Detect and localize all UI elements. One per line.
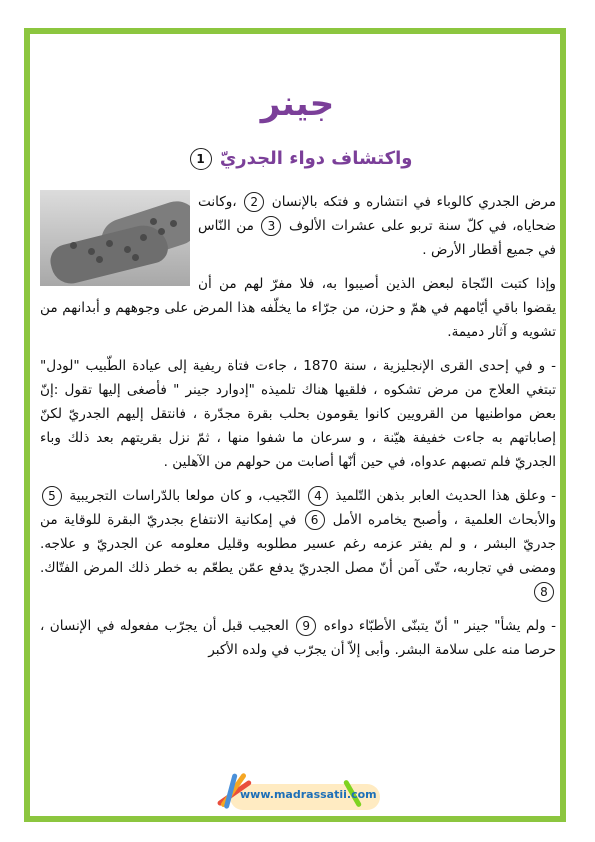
paragraph-1-part3: من النّاس في جميع أقطار الأرض . (198, 218, 556, 258)
footnote-marker: 5 (42, 486, 62, 506)
footnote-marker: 4 (308, 486, 328, 506)
article-body (40, 190, 556, 672)
paragraph-4 (40, 484, 556, 604)
footnote-marker: 2 (244, 192, 264, 212)
footnote-marker: 3 (261, 216, 281, 236)
footnote-marker: 8 (534, 582, 554, 602)
paragraph-4-part2: النّجيب، و كان مولعا بالدّراسات التجريبية (69, 488, 301, 504)
paragraph-5-part2: العجيب قبل أن يجرّب مفعوله في الإنسان ، حرصا منه على سلامة البشر. وأبى إلاّ أن يجرّب في ولده الأكبر (40, 618, 556, 658)
paragraph-2: وإذا كتبت النّجاة لبعض الذين أصيبوا به، فلا مفرّ لهم من أن يقضوا باقي أيّامهم في همّ و حزن، من جرّاء ما يخلّفه هذا المرض على وجوههم و أبدانهم من تشويه و آثار دميمة. (40, 276, 556, 340)
paragraph-1-part2: ،وكانت ضحاياه، في كلّ سنة تربو على عشرات الألوف (198, 194, 556, 234)
paragraph-5 (40, 614, 556, 662)
footnote-marker: 9 (296, 616, 316, 636)
footnote-marker: 6 (305, 510, 325, 530)
page-subtitle (170, 148, 430, 170)
site-watermark (210, 778, 400, 814)
paragraph-4-part3: والأبحاث العلمية ، وأصبح يخامره الأمل (332, 512, 557, 528)
paragraph-4-part1: - وعلق هذا الحديث العابر بذهن التّلميذ (335, 488, 556, 504)
page-title: جينر (260, 84, 335, 124)
smallpox-hand-photo (40, 190, 190, 286)
footnote-marker: 1 (190, 148, 212, 170)
site-url: www.madrassatii.com (240, 788, 377, 801)
paragraph-4-part4: في إمكانية الانتفاع بجدريّ البقرة للوقاية من جدريّ البشر ، و لم يفتر عزمه رغم عسير مطلوبه وقليل معلومه عن الجدريّ و علاجه. ومضى في تجاربه، حتّى آمن أنّ مصل الجدريّ يدفع عمّن يطعّم به خطر ذلك المرض الفتّاك. (40, 512, 556, 576)
paragraph-5-part1: - ولم يشأ" جينر " أنّ يتبنّى الأطبّاء دواءه (323, 618, 557, 634)
paragraph-1-part1: مرض الجدري كالوباء في انتشاره و فتكه بالإنسان (271, 194, 557, 210)
paragraph-3: - و في إحدى القرى الإنجليزية ، سنة 1870 ، جاءت فتاة ريفية إلى عيادة الطّبيب "لودل" تبتغي العلاج من مرض تشكوه ، فلقيها هناك تلميذه "إدوارد جينر " فأصغى إليها تقول :إنّ بعض مواطنيها من القرويين كانوا يقومون بحلب بقرة مجدّرة ، فانتقل إليهم الجدريّ لكنّ إصاباتهم به جاءت خفيفة هيّنة ، و سرعان ما شفوا منها ، ثمّ نزل بقريتهم بعد ذلك وباء الجدريّ فلم تصبهم عدواه، في حين أنّها أصابت من حولهم من الآهلين . (40, 358, 556, 470)
subtitle-text: واكتشاف دواء الجدريّ (219, 148, 413, 169)
